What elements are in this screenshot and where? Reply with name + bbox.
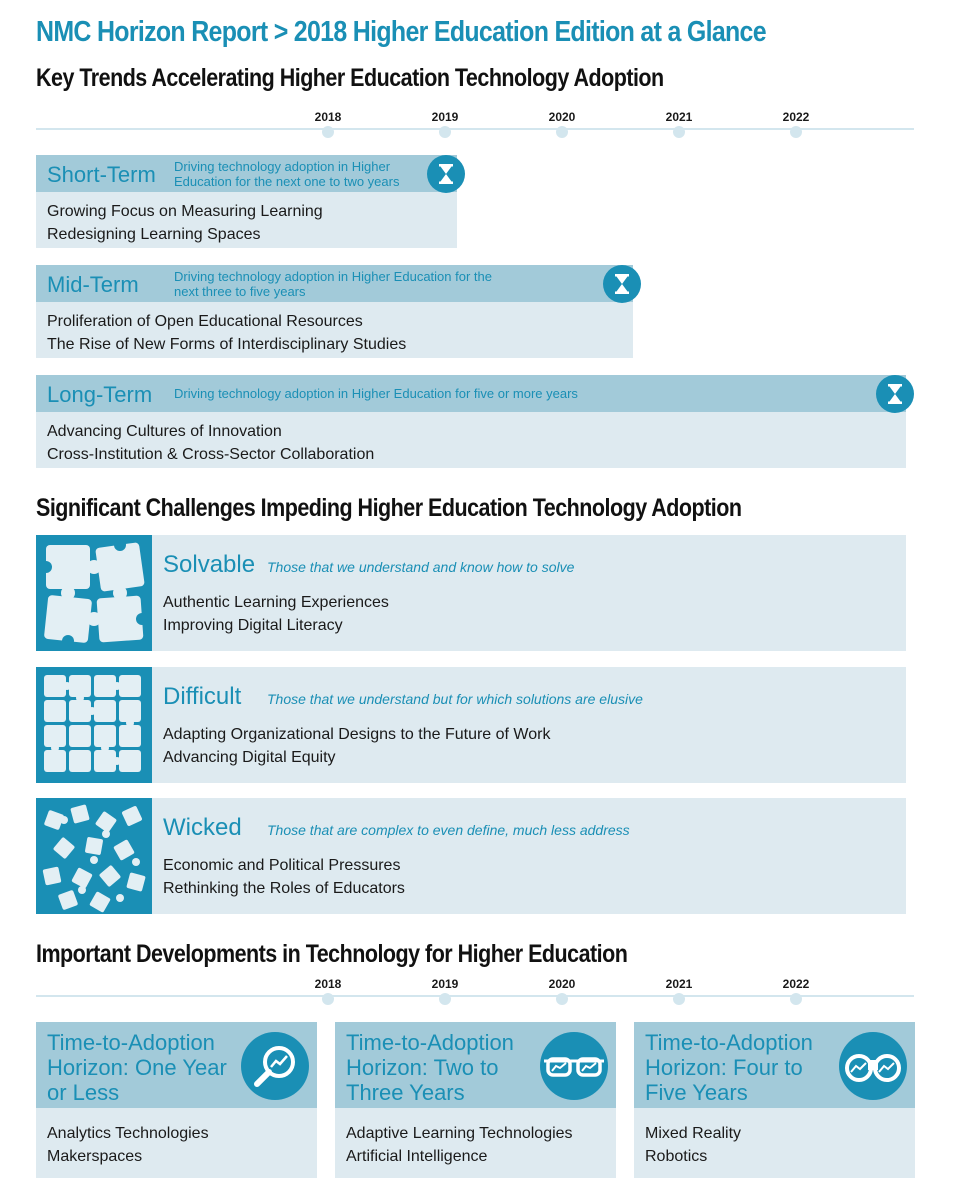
list-item: Adaptive Learning Technologies [346, 1125, 573, 1142]
hourglass-icon [876, 375, 914, 413]
timeline-year-2021: 2021 [659, 977, 699, 1005]
mid-term-trend-card [36, 265, 633, 358]
timeline-year-2018: 2018 [308, 977, 348, 1005]
list-item: Robotics [645, 1148, 708, 1165]
horizon-two-three-card [335, 1022, 616, 1178]
horizon-four-five-card [634, 1022, 915, 1178]
trends-timeline [36, 110, 914, 150]
list-item: Rethinking the Roles of Educators [163, 880, 405, 897]
trends-section-title: Key Trends Accelerating Higher Education Technology Adoption [36, 64, 664, 92]
list-item: Mixed Reality [645, 1125, 742, 1142]
list-item: Advancing Digital Equity [163, 749, 336, 766]
list-item: The Rise of New Forms of Interdisciplinary Studies [47, 336, 407, 353]
wicked-challenge-card [36, 798, 906, 914]
developments-section-title: Important Developments in Technology for Higher Education [36, 940, 628, 968]
page-title: NMC Horizon Report > 2018 Higher Education Edition at a Glance [36, 16, 766, 48]
wicked-items [163, 854, 405, 900]
mid-term-items [47, 310, 406, 356]
list-item: Artificial Intelligence [346, 1148, 488, 1165]
list-item: Adapting Organizational Designs to the Future of Work [163, 726, 551, 743]
timeline-year-2019: 2019 [425, 110, 465, 138]
short-term-trend-card [36, 155, 457, 248]
solvable-items [163, 591, 389, 637]
long-term-label: Long-Term [47, 382, 153, 407]
horizon-one-year-items [47, 1122, 209, 1168]
list-item: Proliferation of Open Educational Resources [47, 313, 363, 330]
horizon-four-five-title: Time-to-Adoption Horizon: Four to Five Years [645, 1030, 813, 1105]
timeline-year-2019: 2019 [425, 977, 465, 1005]
timeline-year-2020: 2020 [542, 977, 582, 1005]
scattered-puzzle-icon [36, 798, 152, 914]
solvable-label: Solvable [163, 551, 256, 578]
list-item: Makerspaces [47, 1148, 143, 1165]
timeline-year-2020: 2020 [542, 110, 582, 138]
wicked-description: Those that are complex to even define, much less address [267, 822, 630, 838]
list-item: Advancing Cultures of Innovation [47, 423, 282, 440]
list-item: Cross-Institution & Cross-Sector Collaboration [47, 446, 375, 463]
list-item: Analytics Technologies [47, 1125, 209, 1142]
timeline-year-2018: 2018 [308, 110, 348, 138]
hourglass-icon [603, 265, 641, 303]
developments-timeline [36, 977, 914, 1017]
puzzle-grid-icon [36, 667, 152, 783]
horizon-one-year-card [36, 1022, 317, 1178]
list-item: Improving Digital Literacy [163, 617, 343, 634]
challenges-section-title: Significant Challenges Impeding Higher Education Technology Adoption [36, 494, 742, 522]
glasses-icon [540, 1032, 608, 1100]
horizon-one-year-title: Time-to-Adoption Horizon: One Year or Less [47, 1030, 227, 1105]
timeline-year-2022: 2022 [776, 110, 816, 138]
wicked-label: Wicked [163, 814, 242, 841]
puzzle-icon [36, 535, 152, 651]
solvable-description: Those that we understand and know how to solve [267, 559, 575, 575]
long-term-description: Driving technology adoption in Higher Education for five or more years [174, 386, 578, 401]
horizon-two-three-items [346, 1122, 573, 1168]
horizon-two-three-title: Time-to-Adoption Horizon: Two to Three Years [346, 1030, 514, 1105]
short-term-description: Driving technology adoption in Higher Education for the next one to two years [174, 159, 400, 189]
list-item: Growing Focus on Measuring Learning [47, 203, 323, 220]
difficult-label: Difficult [163, 683, 242, 710]
short-term-label: Short-Term [47, 162, 156, 187]
difficult-challenge-card [36, 667, 906, 783]
mid-term-label: Mid-Term [47, 272, 139, 297]
list-item: Authentic Learning Experiences [163, 594, 389, 611]
list-item: Redesigning Learning Spaces [47, 226, 261, 243]
list-item: Economic and Political Pressures [163, 857, 401, 874]
horizon-four-five-items [645, 1122, 741, 1168]
hourglass-icon [427, 155, 465, 193]
timeline-year-2022: 2022 [776, 977, 816, 1005]
magnifier-icon [241, 1032, 309, 1100]
long-term-items [47, 420, 374, 466]
mid-term-description: Driving technology adoption in Higher Education for the next three to five years [174, 269, 492, 299]
difficult-description: Those that we understand but for which solutions are elusive [267, 691, 643, 707]
difficult-items [163, 723, 550, 769]
binoculars-icon [839, 1032, 907, 1100]
short-term-items [47, 200, 323, 246]
long-term-trend-card [36, 375, 906, 468]
solvable-challenge-card [36, 535, 906, 651]
timeline-year-2021: 2021 [659, 110, 699, 138]
